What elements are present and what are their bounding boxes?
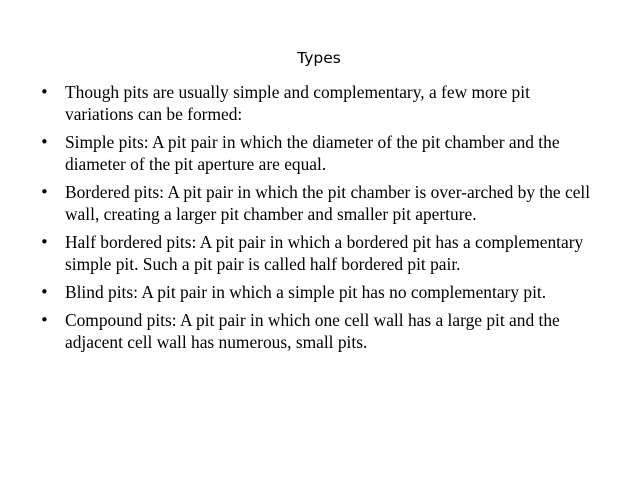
- bullet-text: Half bordered pits: A pit pair in which a bordered pit has a complementary simple pit. Such a pit pair is called half bordered pit pair.: [65, 232, 584, 274]
- bullet-text: Bordered pits: A pit pair in which the pit chamber is over-arched by the cell wall, creating a larger pit chamber and smaller pit aperture.: [65, 182, 591, 224]
- bullet-item: [40, 309, 600, 353]
- bullet-item: [40, 181, 600, 225]
- bullet-dot-icon: •: [40, 183, 49, 201]
- bullet-text: Blind pits: A pit pair in which a simple pit has no complementary pit.: [65, 282, 547, 302]
- bullet-text: Simple pits: A pit pair in which the diameter of the pit chamber and the diameter of the pit aperture are equal.: [65, 132, 560, 174]
- bullet-dot-icon: •: [40, 83, 49, 101]
- bullet-list: [40, 81, 600, 359]
- bullet-item: [40, 281, 600, 303]
- bullet-item: [40, 131, 600, 175]
- bullet-dot-icon: •: [40, 283, 49, 301]
- bullet-dot-icon: •: [40, 311, 49, 329]
- bullet-dot-icon: •: [40, 233, 49, 251]
- bullet-dot-icon: •: [40, 133, 49, 151]
- bullet-item: [40, 231, 600, 275]
- bullet-text: Though pits are usually simple and complementary, a few more pit variations can be formed:: [65, 82, 530, 124]
- bullet-text: Compound pits: A pit pair in which one cell wall has a large pit and the adjacent cell wall has numerous, small pits.: [65, 310, 560, 352]
- slide-title: Types: [297, 49, 341, 67]
- bullet-item: [40, 81, 600, 125]
